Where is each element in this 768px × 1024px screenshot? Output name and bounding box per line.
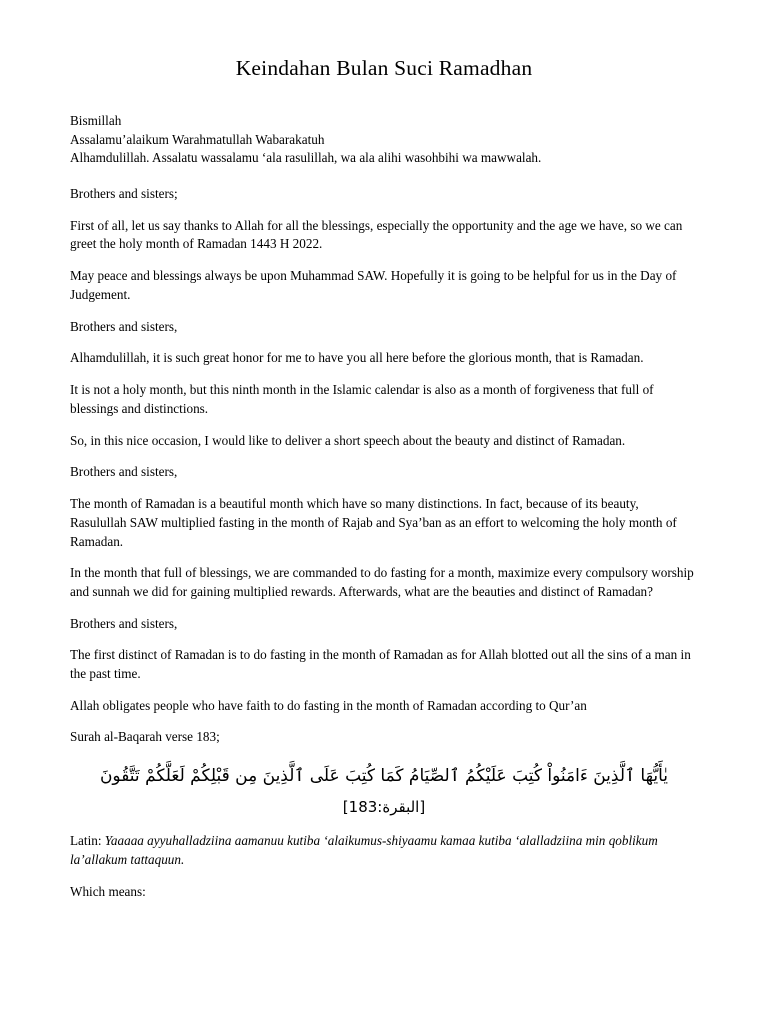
paragraph-6: It is not a holy month, but this ninth month in the Islamic calendar is also as a month of forgiveness that full of blessings and distinctions. <box>70 382 654 416</box>
paragraph-12: The first distinct of Ramadan is to do fasting in the month of Ramadan as for Allah blotted out all the sins of a man in the past time. <box>70 647 691 682</box>
arabic-verse-text: يٰأَيُّهَا ٱلَّذِينَ ءَامَنُواْ كُتِبَ عَلَيْكُمُ ٱلصِّيَامُ كَمَا كُتِبَ عَلَى ٱلَّذِينَ مِن قَبْلِكُمْ لَعَلَّكُمْ تَتَّقُونَ <box>99 765 669 786</box>
paragraph-10: In the month that full of blessings, we are commanded to do fasting for a month, maximize every compulsory worship and sunnah we did for gaining multiplied rewards. Afterwards, what are the beauties and distinct of Ramadan? <box>70 565 694 600</box>
paragraph-4: Brothers and sisters, <box>70 318 178 334</box>
paragraph-7: So, in this nice occasion, I would like to deliver a short speech about the beauty and distinct of Ramadan. <box>70 432 626 448</box>
paragraph-8: Brothers and sisters, <box>70 464 178 480</box>
salutation-line-2: Assalamu’alaikum Warahmatullah Wabarakatuh <box>70 131 325 147</box>
paragraph-11: Brothers and sisters, <box>70 615 178 631</box>
paragraph-13: Allah obligates people who have faith to do fasting in the month of Ramadan according to Qur’an <box>70 697 587 713</box>
salutation-block <box>70 112 698 168</box>
latin-prefix-label: Latin: <box>70 833 105 849</box>
latin-transliteration <box>70 832 698 869</box>
salutation-line-1: Bismillah <box>70 112 122 128</box>
paragraph-9: The month of Ramadan is a beautiful month which have so many distinctions. In fact, because of its beauty, Rasulullah SAW multiplied fasting in the month of Rajab and Sya’ban as an effort to welcoming the holy month of Ramadan. <box>70 496 677 549</box>
arabic-verse-citation: [البقرة:183] <box>342 798 426 817</box>
latin-transliteration-text: Yaaaaa ayyuhalladziina aamanuu kutiba ‘alaikumus-shiyaamu kamaa kutiba ‘alalladziina min qoblikum la’allakum tattaquun. <box>70 833 658 867</box>
paragraph-1: Brothers and sisters; <box>70 186 178 201</box>
verse-reference-label: Surah al-Baqarah verse 183; <box>70 728 220 744</box>
paragraph-3: May peace and blessings always be upon Muhammad SAW. Hopefully it is going to be helpful for us in the Day of Judgement. <box>70 268 677 302</box>
page-title: Keindahan Bulan Suci Ramadhan <box>235 56 533 80</box>
paragraph-2: First of all, let us say thanks to Allah for all the blessings, especially the opportunity and the age we have, so we can greet the holy month of Ramadan 1443 H 2022. <box>70 217 683 252</box>
salutation-line-3: Alhamdulillah. Assalatu wassalamu ‘ala rasulillah, wa ala alihi wasohbihi wa mawwalah. <box>70 150 542 166</box>
paragraph-5: Alhamdulillah, it is such great honor for me to have you all here before the glorious month, that is Ramadan. <box>70 350 644 366</box>
closing-line: Which means: <box>70 883 146 899</box>
